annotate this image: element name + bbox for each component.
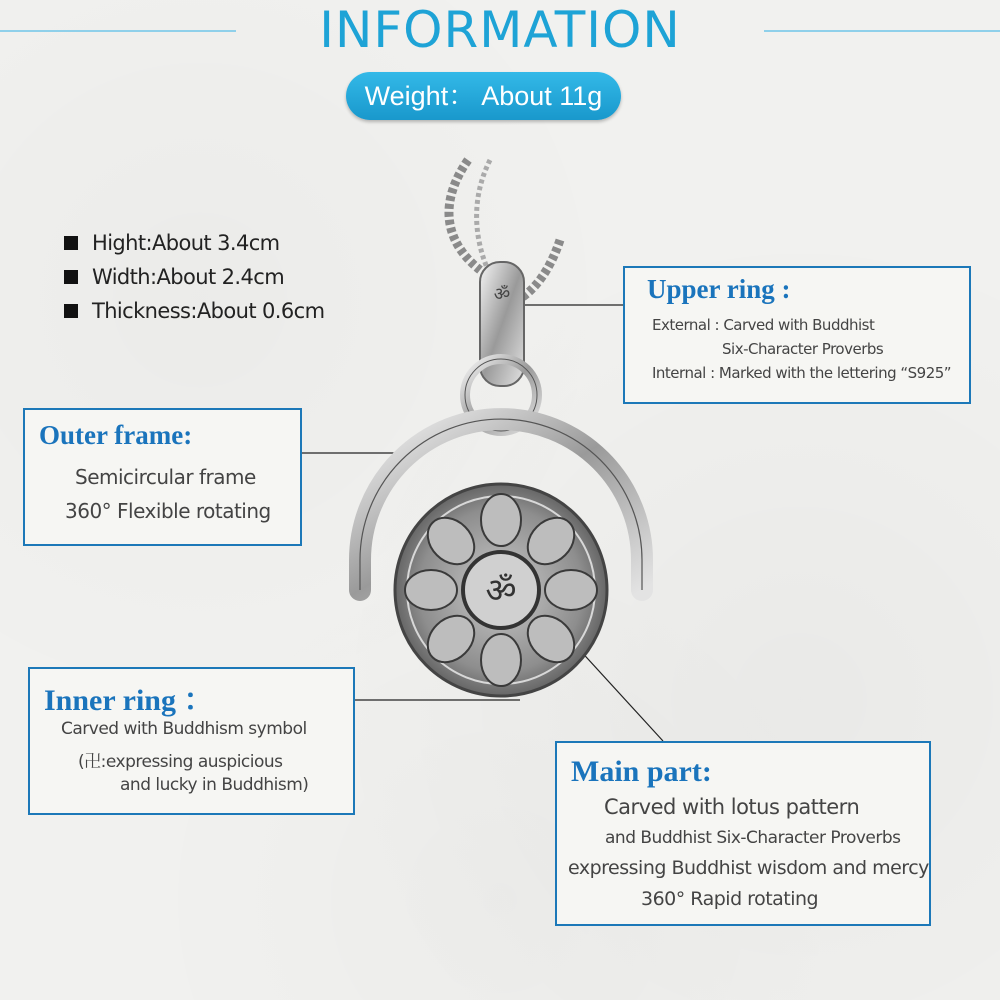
outer-frame-callout xyxy=(23,408,302,546)
list-item xyxy=(64,294,324,328)
square-bullet-icon xyxy=(64,304,78,318)
upper-ring-line: Internal : Marked with the lettering “S925” xyxy=(652,364,952,382)
pendant-image xyxy=(330,150,670,710)
inner-ring-line: and lucky in Buddhism) xyxy=(120,775,309,795)
square-bullet-icon xyxy=(64,270,78,284)
inner-ring-line: Carved with Buddhism symbol xyxy=(61,719,307,739)
main-part-line: 360° Rapid rotating xyxy=(641,888,819,910)
dimension-thickness: Thickness:About 0.6cm xyxy=(92,299,325,323)
main-part-line: Carved with lotus pattern xyxy=(604,795,860,819)
upper-ring-callout xyxy=(623,266,971,404)
main-part-callout xyxy=(555,741,931,926)
dimension-width: Width:About 2.4cm xyxy=(92,265,285,289)
list-item xyxy=(64,226,324,260)
upper-ring-line: Six-Character Proverbs xyxy=(722,340,884,358)
main-part-line: and Buddhist Six-Character Proverbs xyxy=(605,828,901,848)
upper-ring-glyph: ॐ xyxy=(493,284,511,305)
dimension-list xyxy=(64,226,324,328)
upper-ring-heading: Upper ring : xyxy=(647,274,791,304)
main-part-line: expressing Buddhist wisdom and mercy xyxy=(568,857,929,879)
main-part-heading: Main part: xyxy=(571,755,712,788)
inner-ring-callout xyxy=(28,667,355,815)
outer-frame-heading: Outer frame: xyxy=(39,420,193,450)
outer-frame-line: Semicircular frame xyxy=(75,465,256,489)
inner-ring-line: (卍:expressing auspicious xyxy=(78,752,283,772)
dimension-height: Hight:About 3.4cm xyxy=(92,231,280,255)
outer-frame-line: 360° Flexible rotating xyxy=(65,499,271,523)
inner-ring-heading: Inner ring ： xyxy=(44,684,214,717)
list-item xyxy=(64,260,324,294)
square-bullet-icon xyxy=(64,236,78,250)
page-title: INFORMATION xyxy=(319,1,681,59)
weight-badge: Weight： About 11g xyxy=(346,72,621,120)
upper-ring-line: External : Carved with Buddhist xyxy=(652,316,875,334)
center-glyph: ॐ xyxy=(485,571,517,611)
